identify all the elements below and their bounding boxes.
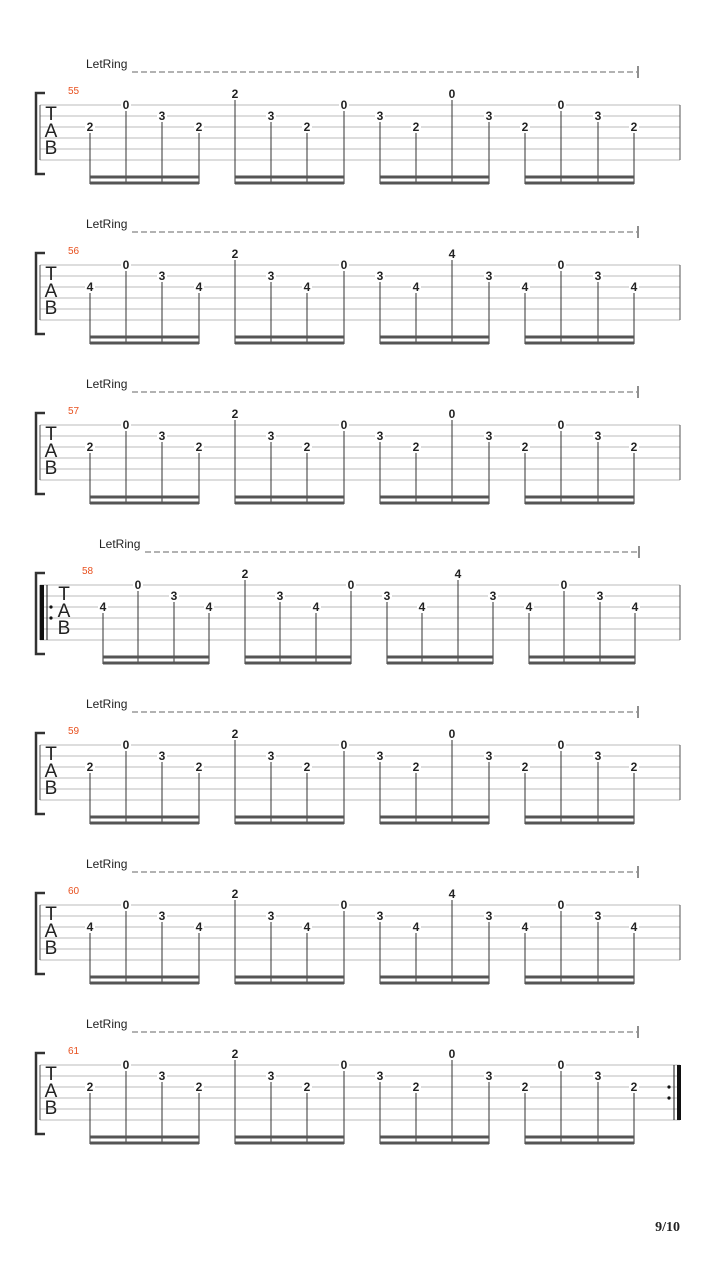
fret-number: 0 bbox=[340, 738, 348, 752]
fret-number: 0 bbox=[557, 1058, 565, 1072]
fret-number: 0 bbox=[340, 258, 348, 272]
tab-system-55 bbox=[36, 57, 680, 184]
fret-number: 4 bbox=[195, 280, 203, 294]
fret-number: 3 bbox=[489, 589, 497, 603]
repeat-dot bbox=[49, 605, 52, 608]
fret-number: 0 bbox=[557, 418, 565, 432]
fret-number: 3 bbox=[594, 109, 602, 123]
tab-clef-letter-b: B bbox=[44, 298, 58, 319]
fret-number: 3 bbox=[383, 589, 391, 603]
fret-number: 0 bbox=[122, 1058, 130, 1072]
fret-number: 3 bbox=[276, 589, 284, 603]
fret-number: 0 bbox=[134, 578, 142, 592]
fret-number: 0 bbox=[448, 87, 456, 101]
fret-number: 0 bbox=[122, 898, 130, 912]
fret-number: 0 bbox=[122, 258, 130, 272]
fret-number: 4 bbox=[631, 600, 639, 614]
repeat-start-thick-bar bbox=[40, 585, 44, 640]
fret-number: 2 bbox=[303, 440, 311, 454]
let-ring-label: LetRing bbox=[86, 57, 128, 71]
fret-number: 2 bbox=[630, 1080, 638, 1094]
fret-number: 2 bbox=[303, 120, 311, 134]
tab-clef-letter-b: B bbox=[44, 1098, 58, 1119]
fret-number: 2 bbox=[630, 120, 638, 134]
measure-number: 61 bbox=[68, 1046, 80, 1057]
fret-number: 3 bbox=[594, 269, 602, 283]
fret-number: 4 bbox=[86, 920, 94, 934]
fret-number: 2 bbox=[231, 407, 239, 421]
fret-number: 0 bbox=[347, 578, 355, 592]
fret-number: 3 bbox=[376, 269, 384, 283]
fret-number: 3 bbox=[485, 749, 493, 763]
fret-number: 3 bbox=[594, 1069, 602, 1083]
measure-number: 56 bbox=[68, 246, 80, 257]
fret-number: 4 bbox=[630, 280, 638, 294]
fret-number: 0 bbox=[448, 407, 456, 421]
fret-number: 4 bbox=[205, 600, 213, 614]
fret-number: 0 bbox=[122, 98, 130, 112]
tab-clef-letter-t: T bbox=[45, 264, 57, 285]
tab-clef-letter-t: T bbox=[58, 584, 70, 605]
tab-clef-letter-a: A bbox=[57, 601, 71, 622]
fret-number: 3 bbox=[485, 429, 493, 443]
repeat-dot bbox=[667, 1085, 670, 1088]
tab-clef-letter-b: B bbox=[57, 618, 71, 639]
fret-number: 2 bbox=[630, 760, 638, 774]
fret-number: 2 bbox=[241, 567, 249, 581]
fret-number: 3 bbox=[376, 1069, 384, 1083]
fret-number: 4 bbox=[454, 567, 462, 581]
fret-number: 0 bbox=[122, 418, 130, 432]
fret-number: 0 bbox=[557, 258, 565, 272]
fret-number: 2 bbox=[630, 440, 638, 454]
tab-system-59 bbox=[36, 697, 680, 824]
fret-number: 2 bbox=[231, 1047, 239, 1061]
fret-number: 3 bbox=[594, 749, 602, 763]
tab-system-61 bbox=[36, 1017, 681, 1144]
fret-number: 4 bbox=[303, 280, 311, 294]
fret-number: 0 bbox=[557, 898, 565, 912]
fret-number: 2 bbox=[195, 760, 203, 774]
fret-number: 3 bbox=[594, 909, 602, 923]
fret-number: 3 bbox=[158, 429, 166, 443]
fret-number: 2 bbox=[303, 1080, 311, 1094]
fret-number: 0 bbox=[557, 738, 565, 752]
fret-number: 3 bbox=[170, 589, 178, 603]
fret-number: 4 bbox=[525, 600, 533, 614]
fret-number: 4 bbox=[312, 600, 320, 614]
fret-number: 3 bbox=[158, 1069, 166, 1083]
let-ring-label: LetRing bbox=[86, 857, 128, 871]
fret-number: 2 bbox=[231, 887, 239, 901]
tab-clef-letter-a: A bbox=[44, 761, 58, 782]
fret-number: 4 bbox=[99, 600, 107, 614]
repeat-dot bbox=[667, 1096, 670, 1099]
let-ring-label: LetRing bbox=[86, 1017, 128, 1031]
page-number: 9/10 bbox=[655, 1220, 680, 1235]
fret-number: 2 bbox=[86, 120, 94, 134]
fret-number: 3 bbox=[267, 109, 275, 123]
fret-number: 4 bbox=[412, 280, 420, 294]
fret-number: 0 bbox=[340, 418, 348, 432]
fret-number: 2 bbox=[412, 440, 420, 454]
fret-number: 3 bbox=[376, 109, 384, 123]
fret-number: 3 bbox=[267, 1069, 275, 1083]
fret-number: 0 bbox=[560, 578, 568, 592]
tab-system-56 bbox=[36, 217, 680, 344]
let-ring-label: LetRing bbox=[86, 217, 128, 231]
fret-number: 4 bbox=[630, 920, 638, 934]
fret-number: 2 bbox=[86, 1080, 94, 1094]
fret-number: 0 bbox=[340, 898, 348, 912]
fret-number: 2 bbox=[303, 760, 311, 774]
fret-number: 4 bbox=[448, 887, 456, 901]
let-ring-label: LetRing bbox=[99, 537, 141, 551]
fret-number: 3 bbox=[594, 429, 602, 443]
tab-clef-letter-a: A bbox=[44, 281, 58, 302]
fret-number: 3 bbox=[485, 269, 493, 283]
fret-number: 4 bbox=[448, 247, 456, 261]
fret-number: 3 bbox=[376, 909, 384, 923]
let-ring-label: LetRing bbox=[86, 377, 128, 391]
tab-clef-letter-a: A bbox=[44, 121, 58, 142]
fret-number: 4 bbox=[86, 280, 94, 294]
fret-number: 3 bbox=[267, 909, 275, 923]
measure-number: 57 bbox=[68, 406, 80, 417]
fret-number: 0 bbox=[448, 1047, 456, 1061]
fret-number: 3 bbox=[158, 269, 166, 283]
fret-number: 4 bbox=[521, 280, 529, 294]
fret-number: 4 bbox=[195, 920, 203, 934]
tab-clef-letter-a: A bbox=[44, 441, 58, 462]
fret-number: 2 bbox=[195, 440, 203, 454]
measure-number: 58 bbox=[82, 566, 94, 577]
fret-number: 0 bbox=[448, 727, 456, 741]
fret-number: 2 bbox=[521, 760, 529, 774]
measure-number: 60 bbox=[68, 886, 80, 897]
fret-number: 3 bbox=[267, 429, 275, 443]
tab-system-57 bbox=[36, 377, 680, 504]
fret-number: 0 bbox=[340, 98, 348, 112]
repeat-dot bbox=[49, 616, 52, 619]
tab-clef-letter-t: T bbox=[45, 104, 57, 125]
fret-number: 2 bbox=[86, 440, 94, 454]
fret-number: 3 bbox=[376, 429, 384, 443]
fret-number: 4 bbox=[418, 600, 426, 614]
tab-system-60 bbox=[36, 857, 680, 984]
fret-number: 3 bbox=[158, 749, 166, 763]
tab-clef-letter-b: B bbox=[44, 938, 58, 959]
tab-clef-letter-t: T bbox=[45, 904, 57, 925]
let-ring-label: LetRing bbox=[86, 697, 128, 711]
fret-number: 2 bbox=[412, 760, 420, 774]
fret-number: 3 bbox=[485, 1069, 493, 1083]
fret-number: 2 bbox=[195, 120, 203, 134]
tab-system-58 bbox=[36, 537, 680, 664]
fret-number: 3 bbox=[485, 909, 493, 923]
tab-clef-letter-t: T bbox=[45, 1064, 57, 1085]
fret-number: 2 bbox=[412, 1080, 420, 1094]
fret-number: 2 bbox=[521, 1080, 529, 1094]
repeat-end-thick-bar bbox=[677, 1065, 681, 1120]
fret-number: 3 bbox=[267, 749, 275, 763]
fret-number: 3 bbox=[376, 749, 384, 763]
fret-number: 3 bbox=[267, 269, 275, 283]
fret-number: 2 bbox=[521, 440, 529, 454]
measure-number: 55 bbox=[68, 86, 80, 97]
fret-number: 4 bbox=[303, 920, 311, 934]
tab-clef-letter-a: A bbox=[44, 921, 58, 942]
fret-number: 2 bbox=[521, 120, 529, 134]
fret-number: 3 bbox=[596, 589, 604, 603]
tab-clef-letter-t: T bbox=[45, 424, 57, 445]
fret-number: 0 bbox=[340, 1058, 348, 1072]
tab-clef-letter-b: B bbox=[44, 458, 58, 479]
fret-number: 2 bbox=[231, 727, 239, 741]
fret-number: 2 bbox=[231, 87, 239, 101]
fret-number: 0 bbox=[122, 738, 130, 752]
measure-number: 59 bbox=[68, 726, 80, 737]
fret-number: 2 bbox=[86, 760, 94, 774]
fret-number: 4 bbox=[521, 920, 529, 934]
fret-number: 2 bbox=[195, 1080, 203, 1094]
fret-number: 2 bbox=[231, 247, 239, 261]
fret-number: 0 bbox=[557, 98, 565, 112]
fret-number: 3 bbox=[158, 909, 166, 923]
fret-number: 3 bbox=[485, 109, 493, 123]
tab-clef-letter-a: A bbox=[44, 1081, 58, 1102]
fret-number: 3 bbox=[158, 109, 166, 123]
fret-number: 2 bbox=[412, 120, 420, 134]
fret-number: 4 bbox=[412, 920, 420, 934]
tab-clef-letter-t: T bbox=[45, 744, 57, 765]
tab-clef-letter-b: B bbox=[44, 138, 58, 159]
tab-clef-letter-b: B bbox=[44, 778, 58, 799]
